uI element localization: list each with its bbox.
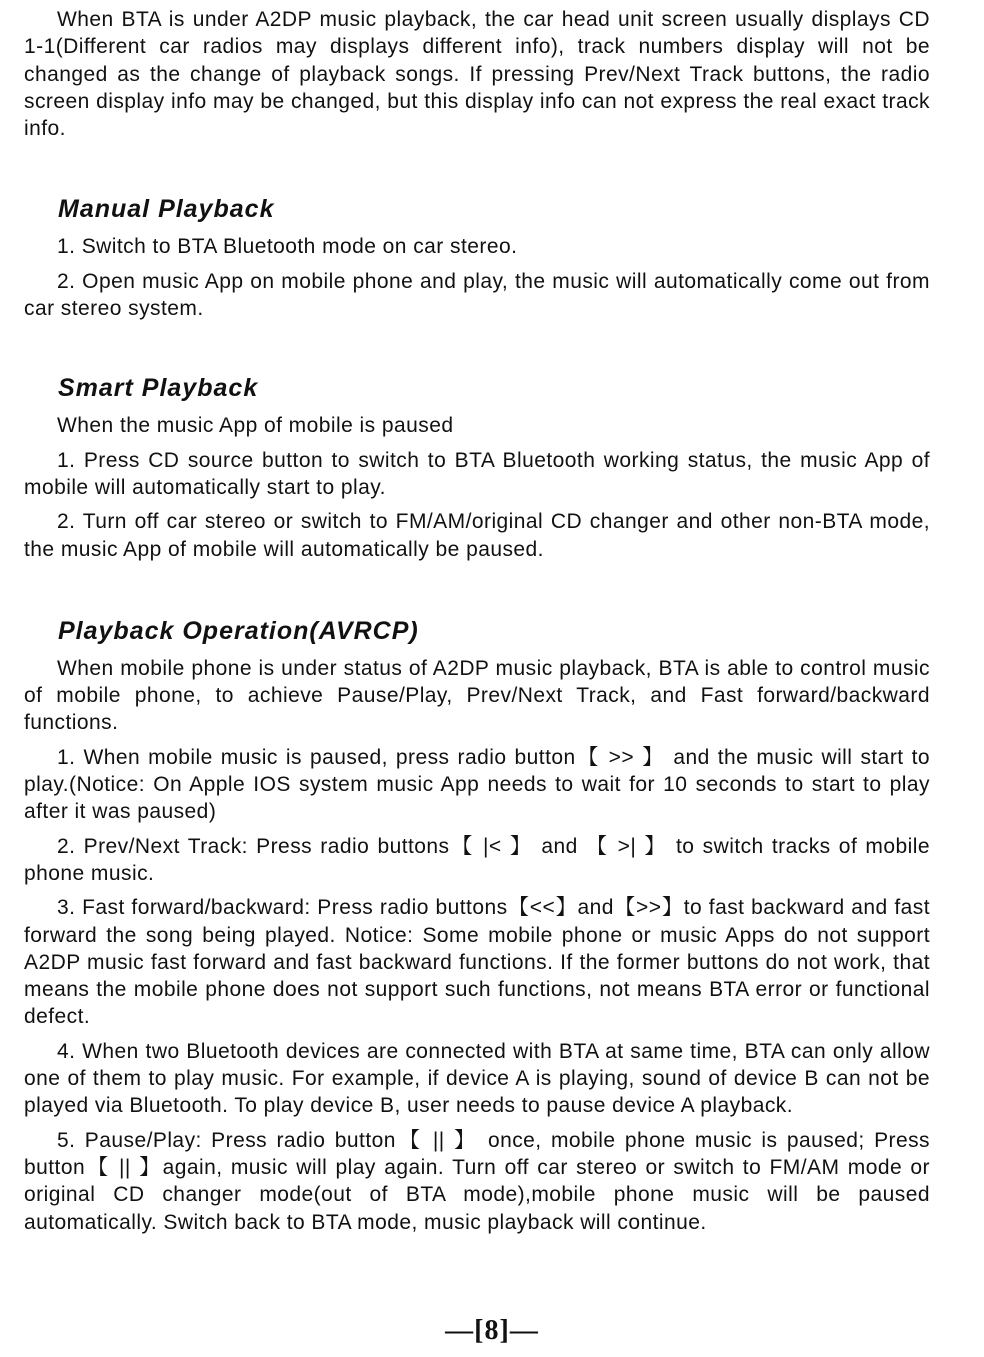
smart-playback-lead: When the music App of mobile is paused — [57, 414, 454, 438]
avrcp-step-3: 3. Fast forward/backward: Press radio buttons【<<】and【>>】to fast backward and fast forward the song being played. Notice: Some mobile phone or music Apps do not support A2DP music fast forward and fast backward functions. If the former buttons do not work, that means the mobile phone does not support such functions, not means BTA error or functional defect. — [24, 896, 930, 1029]
manual-step-1: 1. Switch to BTA Bluetooth mode on car stereo. — [57, 235, 518, 259]
avrcp-step-4: 4. When two Bluetooth devices are connected with BTA at same time, BTA can only allow one of them to play music. For example, if device A is playing, sound of device B can not be played via Bluetooth. To play device B, user needs to pause device A playback. — [24, 1039, 930, 1118]
avrcp-lead: When mobile phone is under status of A2DP music playback, BTA is able to control music of mobile phone, to achieve Pause/Play, Prev/Next Track, and Fast forward/backward functions. — [24, 656, 930, 735]
avrcp-heading: Playback Operation(AVRCP) — [58, 616, 419, 645]
avrcp-step-1: 1. When mobile music is paused, press radio button【 >> 】 and the music will start to play.(Notice: On Apple IOS system music App needs to wait for 10 seconds to start to play after it was paused) — [24, 745, 930, 824]
smart-playback-heading: Smart Playback — [58, 374, 259, 403]
intro-paragraph: When BTA is under A2DP music playback, the car head unit screen usually displays CD 1-1(Different car radios may displays different info), track numbers display will not be changed as the change of playback songs. If pressing Prev/Next Track buttons, the radio screen display info may be changed, but this display info can not express the real exact track info. — [24, 8, 930, 141]
manual-page — [24, 6, 930, 1236]
manual-step-2: 2. Open music App on mobile phone and play, the music will automatically come out from car stereo system. — [24, 269, 930, 321]
page-number: —[8]— — [445, 1315, 539, 1346]
smart-step-1: 1. Press CD source button to switch to BTA Bluetooth working status, the music App of mobile will automatically start to play. — [24, 448, 930, 499]
avrcp-step-5: 5. Pause/Play: Press radio button【 || 】 once, mobile phone music is paused; Press button【 || 】again, music will play again. Turn off car stereo or switch to FM/AM mode or original CD changer mode(out of BTA mode),mobile phone music will be paused automatically. Switch back to BTA mode, music playback will continue. — [24, 1128, 930, 1234]
manual-playback-heading: Manual Playback — [58, 195, 275, 224]
avrcp-step-2: 2. Prev/Next Track: Press radio buttons【 |< 】 and 【 >| 】 to switch tracks of mobile phone music. — [24, 834, 930, 885]
smart-step-2: 2. Turn off car stereo or switch to FM/AM/original CD changer and other non-BTA mode, the music App of mobile will automatically be paused. — [24, 510, 930, 561]
